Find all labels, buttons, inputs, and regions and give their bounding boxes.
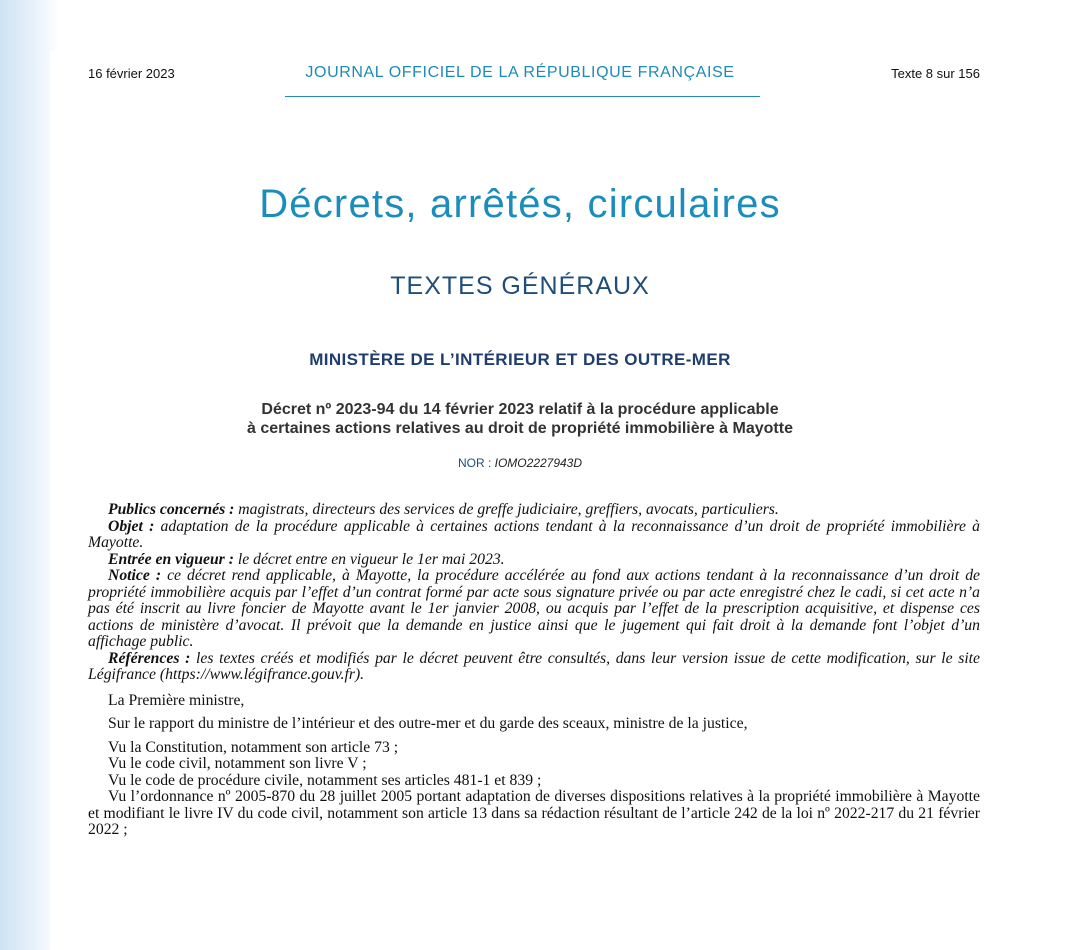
summary-label: Objet : xyxy=(108,517,155,535)
preamble-intro: La Première ministre, xyxy=(108,691,245,709)
summary-label: Publics concernés : xyxy=(108,501,235,518)
summary-text: ce décret rend applicable, à Mayotte, la procédure accélérée au fond aux actions tendant à la reconnaissance d’un droit de propriété immobilière acquis par l’effet d’un contrat formé par acte sous signature privée ou par acte enregistré chez le cadi, si cet acte n’a pas été inscrit au livre foncier de Mayotte avant le 1er janvier 2008, ou acquis par l’effet de la prescription acquisitive, et dispense ces actions de ministère d’avocat. Il prévoit que la demande en justice ainsi que le jugement qui fait droit à la demande font l’objet d’un affichage public. xyxy=(88,567,981,650)
nor-reference xyxy=(50,456,990,470)
summary-publics xyxy=(88,502,980,519)
vu-item: Vu le code de procédure civile, notamment ses articles 481-1 et 839 ; xyxy=(108,771,542,789)
page-title: Décrets, arrêtés, circulaires xyxy=(259,182,781,226)
summary-label: Références : xyxy=(108,649,191,667)
vu-item: Vu l’ordonnance nº 2005-870 du 28 juillet 2005 portant adaptation de diverses dispositions relatives à la propriété immobilière à Mayotte et modifiant le livre IV du code civil, notamment son article 13 dans sa rédaction résultant de l’article 242 de la loi nº 2022-217 du 21 février 2022 ; xyxy=(88,788,980,838)
nor-value: IOMO2227943D xyxy=(494,456,583,470)
nor-label: NOR : xyxy=(457,456,495,470)
vu-item: Vu le code civil, notamment son livre V ; xyxy=(108,755,367,772)
header-date: 16 février 2023 xyxy=(88,66,175,81)
summary-label: Entrée en vigueur : xyxy=(108,550,234,568)
document-body xyxy=(88,502,980,839)
preamble-rapport: Sur le rapport du ministre de l’intérieur et des outre-mer et du garde des sceaux, ministre de la justice, xyxy=(108,715,748,732)
header-journal-title: JOURNAL OFFICIEL DE LA RÉPUBLIQUE FRANÇAISE xyxy=(305,64,735,81)
decree-title xyxy=(50,400,990,438)
summary-text: adaptation de la procédure applicable à certaines actions tendant à la reconnaissance d’un droit de propriété immobilière à Mayotte. xyxy=(88,517,981,551)
decree-title-line-1: Décret nº 2023-94 du 14 février 2023 relatif à la procédure applicable xyxy=(261,401,779,418)
vu-item: Vu la Constitution, notamment son article 73 ; xyxy=(108,738,399,756)
summary-entree xyxy=(88,552,980,569)
summary-notice xyxy=(88,568,980,651)
document-page xyxy=(50,50,990,950)
ministry-heading: MINISTÈRE DE L’INTÉRIEUR ET DES OUTRE-MER xyxy=(309,350,731,369)
header-rule xyxy=(285,96,760,97)
summary-text: magistrats, directeurs des services de greffe judiciaire, greffiers, avocats, particuliers. xyxy=(234,501,779,518)
summary-text: les textes créés et modifiés par le décret peuvent être consultés, dans leur version issue de cette modification, sur le site Légifrance (https://www.légifrance.gouv.fr). xyxy=(88,649,981,683)
decree-title-line-2: à certaines actions relatives au droit de propriété immobilière à Mayotte xyxy=(247,420,793,437)
summary-text: le décret entre en vigueur le 1er mai 2023. xyxy=(233,550,505,568)
section-title: TEXTES GÉNÉRAUX xyxy=(390,272,650,300)
summary-label: Notice : xyxy=(108,567,162,584)
header-page-number: Texte 8 sur 156 xyxy=(891,66,980,81)
summary-objet xyxy=(88,519,980,552)
summary-references xyxy=(88,651,980,684)
